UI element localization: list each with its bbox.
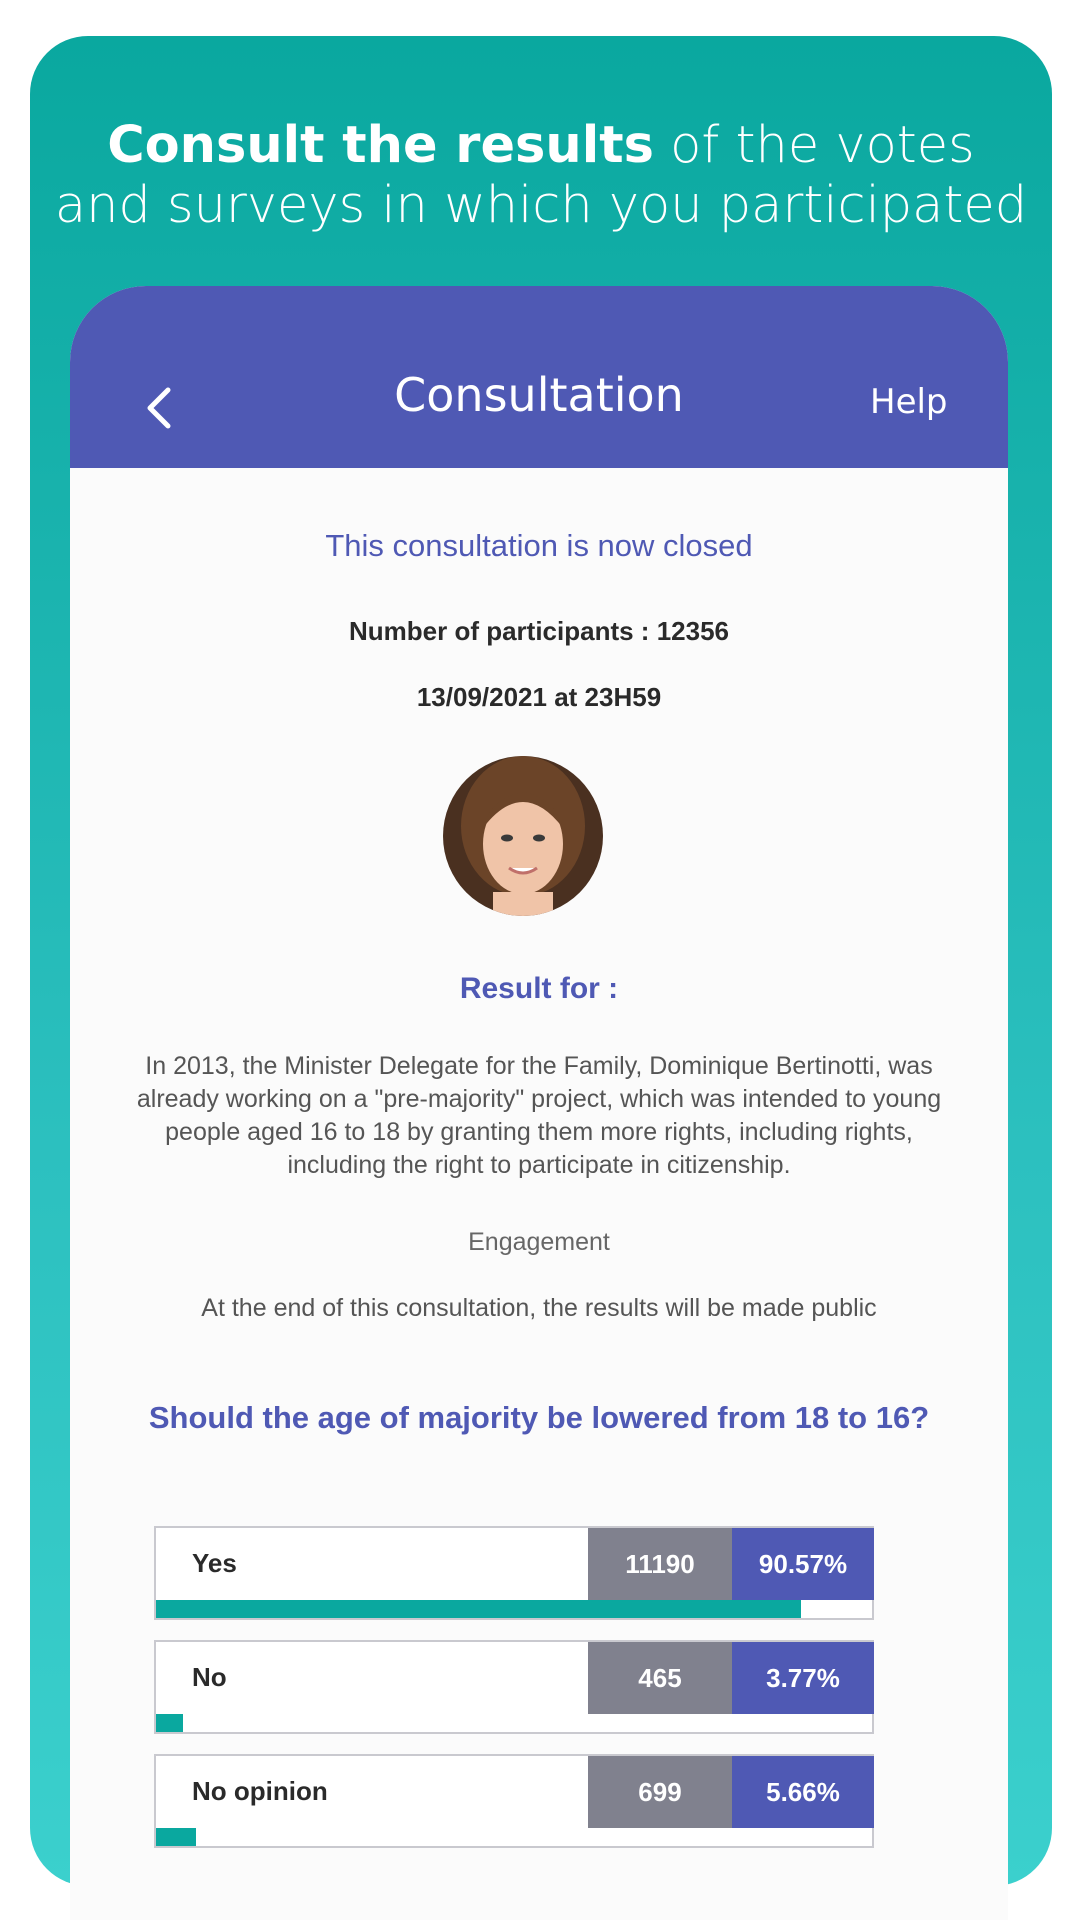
headline-rest: of the votes (653, 116, 975, 175)
page-title: Consultation (394, 368, 684, 422)
option-label: No (192, 1662, 227, 1692)
option-percent: 3.77% (732, 1642, 874, 1714)
result-for-heading: Result for : (459, 972, 619, 1005)
option-progress-bar (156, 1828, 196, 1846)
option-percent: 5.66% (732, 1756, 874, 1828)
avatar (443, 756, 603, 916)
option-count: 465 (588, 1642, 732, 1714)
result-option-yes (154, 1526, 874, 1620)
app-bar (70, 286, 1008, 468)
headline-line2: and surveys in which you participated (54, 176, 1028, 235)
avatar-portrait-icon (443, 756, 603, 916)
headline-bold: Consult the results (107, 116, 654, 175)
participants-label: Number of participants : (348, 616, 657, 646)
promo-headline (30, 116, 1052, 236)
closing-date: 13/09/2021 at 23H59 (416, 682, 662, 712)
phone-screen (70, 286, 1008, 1920)
option-progress-bar (156, 1714, 183, 1732)
option-label: No opinion (192, 1776, 328, 1806)
result-option-no-opinion (154, 1754, 874, 1848)
option-percent: 90.57% (732, 1528, 874, 1600)
chevron-left-icon (144, 386, 174, 430)
consultation-description: In 2013, the Minister Delegate for the Family, Dominique Bertinotti, was already working on a "pre-majority" project, which was intended to young people aged 16 to 18 by granting them more rights, including rights, including the right to participate in citizenship. (136, 1052, 942, 1179)
option-count: 699 (588, 1756, 732, 1828)
help-button[interactable]: Help (870, 382, 948, 422)
participants-value: 12356 (656, 616, 729, 646)
results-notice: At the end of this consultation, the results will be made public (201, 1294, 877, 1322)
engagement-label: Engagement (468, 1228, 610, 1256)
consultation-question: Should the age of majority be lowered from 18 to 16? (148, 1400, 930, 1435)
consultation-status: This consultation is now closed (325, 528, 753, 563)
result-option-no (154, 1640, 874, 1734)
option-count: 11190 (588, 1528, 732, 1600)
back-button[interactable] (134, 378, 184, 438)
option-progress-bar (156, 1600, 801, 1618)
participants-count (70, 616, 1008, 647)
option-label: Yes (192, 1548, 237, 1578)
